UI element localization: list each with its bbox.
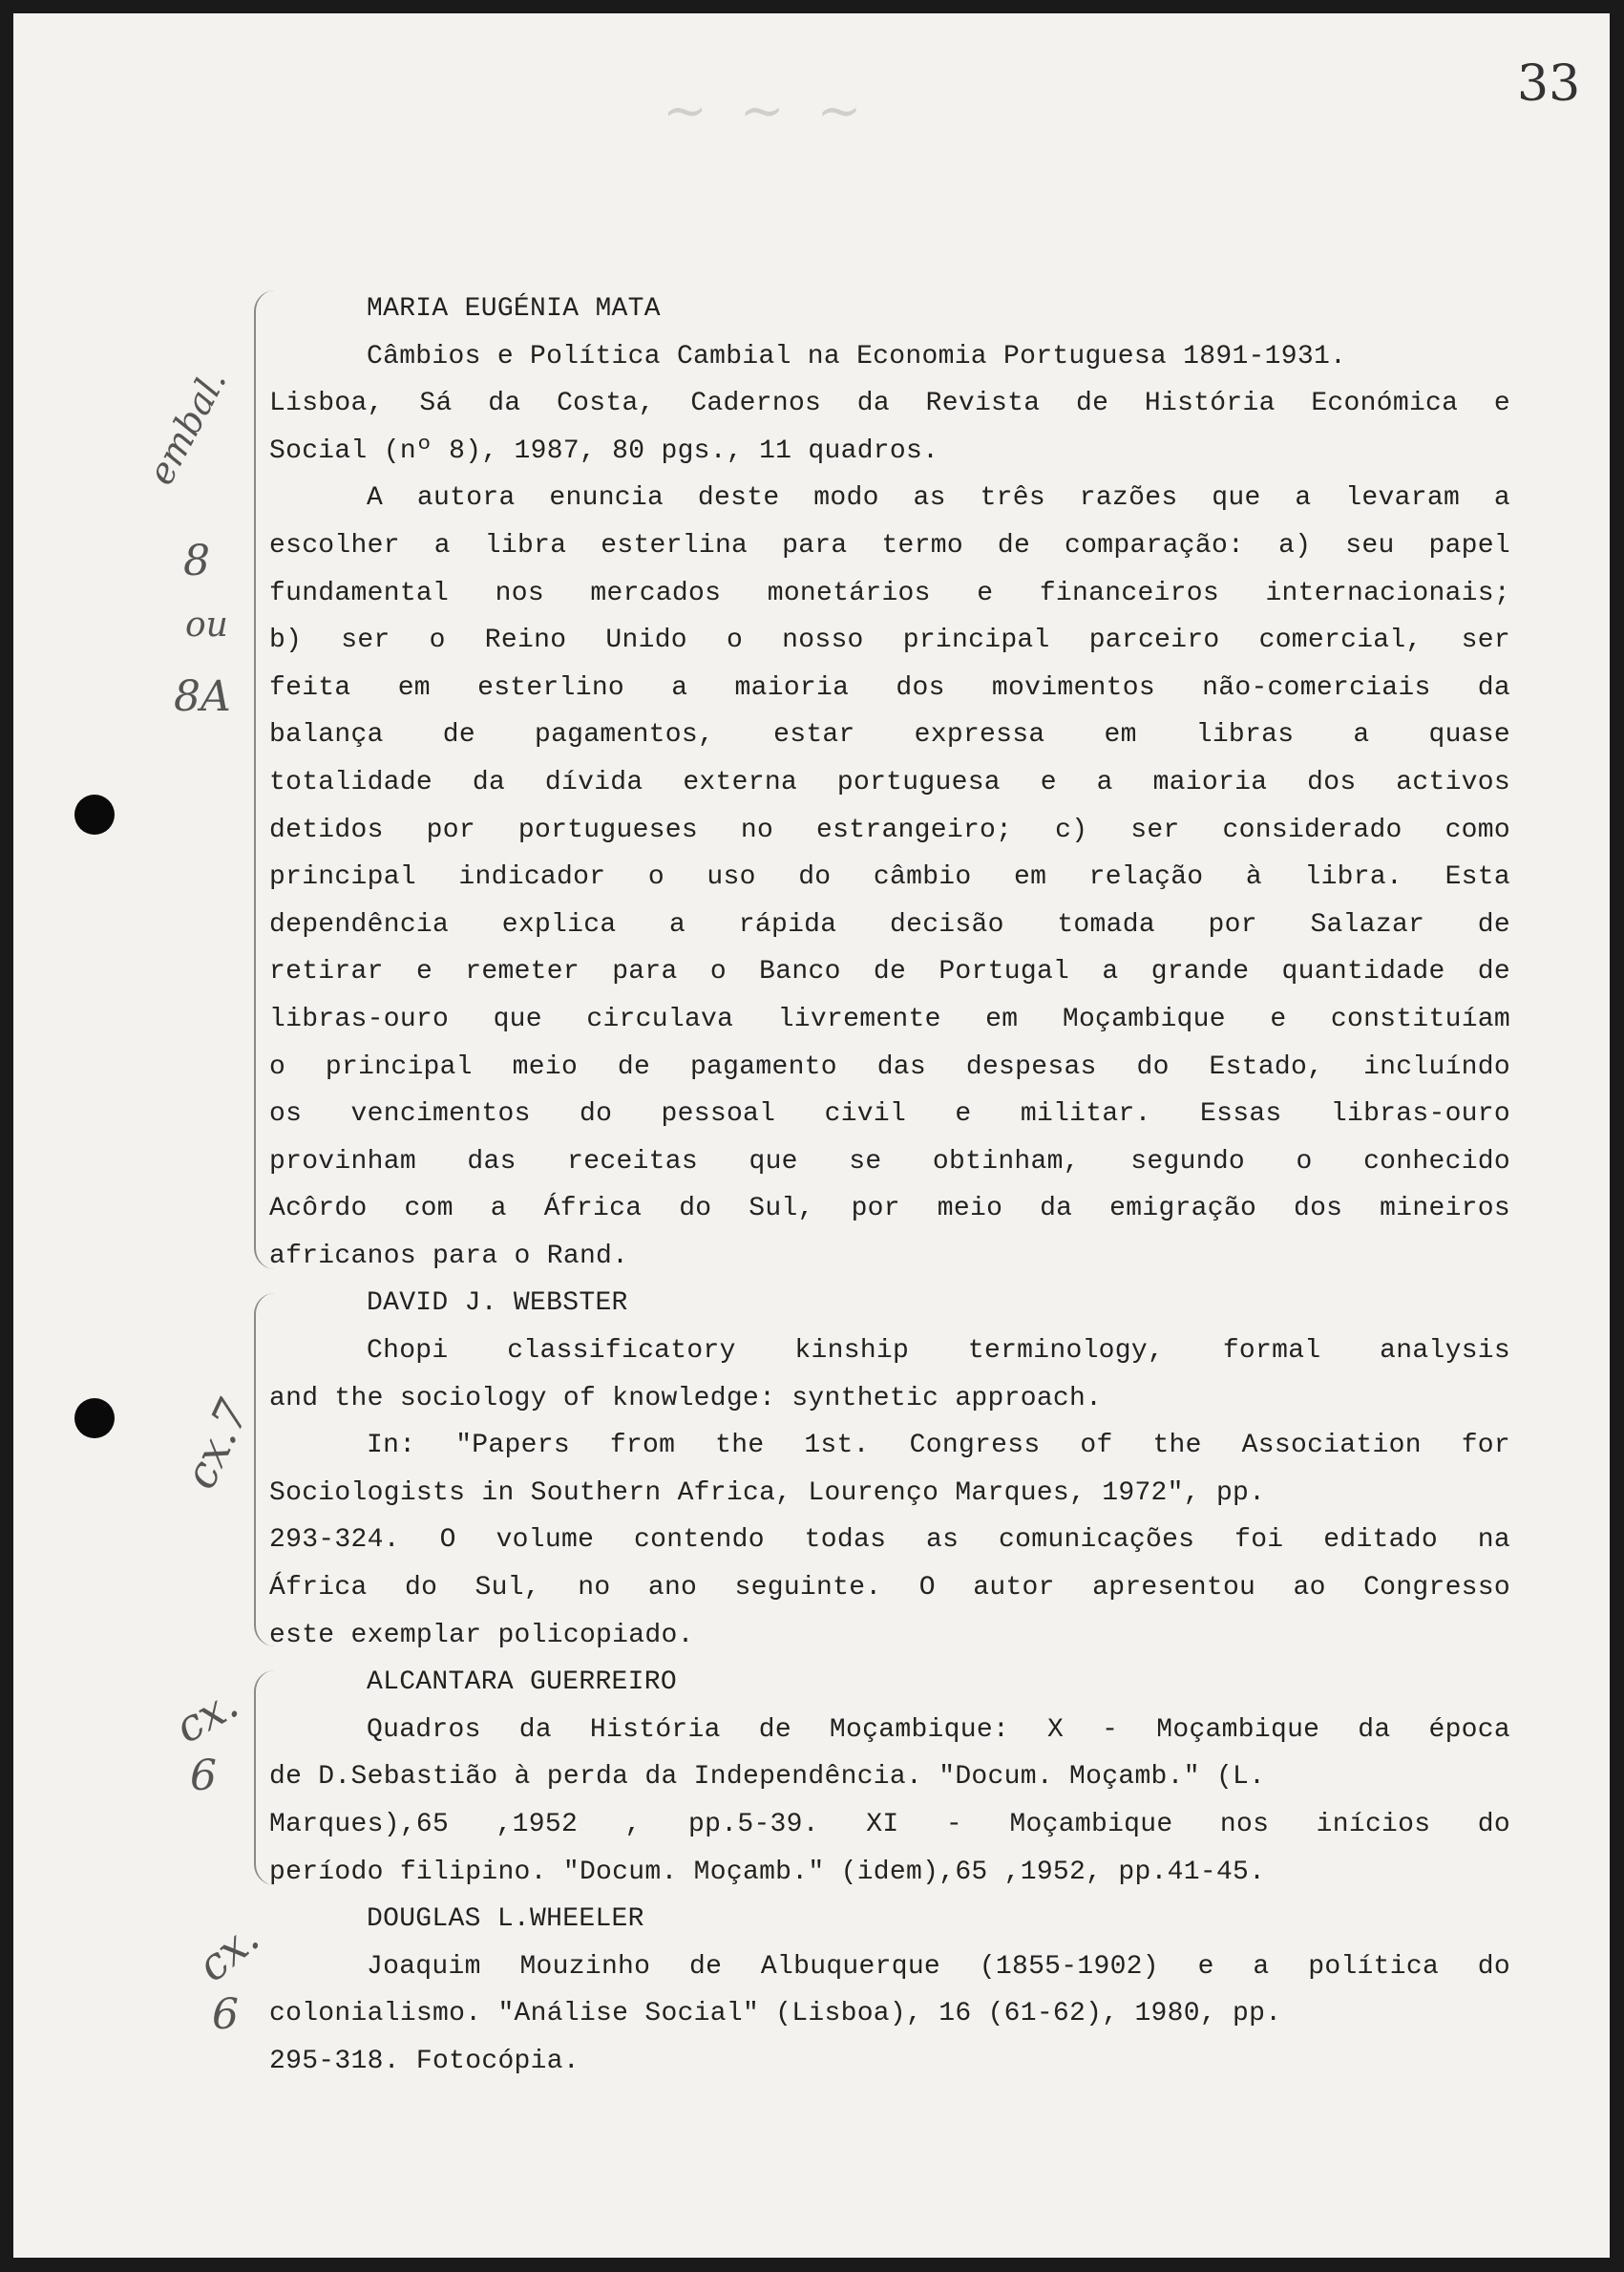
entry-author: DAVID J. WEBSTER	[367, 1288, 628, 1319]
text-line: A autora enuncia deste modo as três razões que a levaram a	[367, 483, 1510, 514]
text-line: Lisboa, Sá da Costa, Cadernos da Revista de História Económica e	[269, 389, 1510, 419]
text-line: and the sociology of knowledge: synthetic approach.	[269, 1383, 1103, 1413]
punch-hole-bottom	[74, 1398, 115, 1438]
text-line: período filipino. "Docum. Moçamb." (idem),65 ,1952, pp.41-45.	[269, 1857, 1266, 1887]
text-line: Quadros da História de Moçambique: X - Moçambique da época	[367, 1714, 1510, 1745]
margin-note-6-b: 6	[212, 1990, 239, 2039]
punch-hole-top	[74, 795, 115, 835]
text-line: Social (nº 8), 1987, 80 pgs., 11 quadros.	[269, 435, 939, 466]
document-page	[13, 13, 1610, 2258]
text-line: Marques),65 ,1952 , pp.5-39. XI - Moçambique nos inícios do	[269, 1810, 1510, 1839]
text-line: o principal meio de pagamento das despesas do Estado, incluíndo	[269, 1051, 1510, 1082]
text-line: Sociologists in Southern Africa, Lourenço Marques, 1972", pp.	[269, 1477, 1266, 1508]
text-line: os vencimentos do pessoal civil e militar. Essas libras-ouro	[269, 1099, 1510, 1130]
text-line: fundamental nos mercados monetários e financeiros internacionais;	[269, 578, 1510, 608]
entry-author: ALCANTARA GUERREIRO	[367, 1667, 677, 1698]
margin-note-8: 8	[183, 537, 210, 585]
text-line: África do Sul, no ano seguinte. O autor apresentou ao Congresso	[269, 1573, 1510, 1603]
margin-note-embal: embal.	[139, 362, 235, 492]
text-line: retirar e remeter para o Banco de Portugal a grande quantidade de	[269, 957, 1510, 987]
text-line: Câmbios e Política Cambial na Economia Portuguesa 1891-1931.	[367, 341, 1347, 372]
margin-note-8a: 8A	[174, 672, 231, 721]
entry-author: MARIA EUGÉNIA MATA	[367, 294, 661, 324]
text-line: este exemplar policopiado.	[269, 1620, 694, 1650]
text-line: Joaquim Mouzinho de Albuquerque (1855-1902) e a política do	[367, 1951, 1510, 1982]
text-line: provinham das receitas que se obtinham, segundo o conhecido	[269, 1146, 1510, 1177]
text-line: Chopi classificatory kinship terminology, formal analysis	[367, 1336, 1510, 1367]
entry-author: DOUGLAS L.WHEELER	[367, 1904, 644, 1935]
faded-stamp-mark: ~ ~ ~	[663, 80, 870, 142]
document-body	[269, 286, 1510, 2086]
text-line: In: "Papers from the 1st. Congress of the Association for	[367, 1431, 1510, 1461]
text-line: totalidade da dívida externa portuguesa e a maioria dos activos	[269, 767, 1510, 797]
margin-note-6-a: 6	[190, 1752, 217, 1800]
text-line: balança de pagamentos, estar expressa em libras a quase	[269, 720, 1510, 751]
text-line: africanos para o Rand.	[269, 1241, 629, 1271]
margin-note-cx7: cx.7	[174, 1391, 260, 1497]
text-line: libras-ouro que circulava livremente em Moçambique e constituíam	[269, 1004, 1510, 1034]
text-line: feita em esterlino a maioria dos movimentos não-comerciais da	[269, 672, 1510, 703]
text-line: Acôrdo com a África do Sul, por meio da emigração dos mineiros	[269, 1194, 1510, 1224]
margin-note-ou: ou	[185, 605, 228, 645]
margin-note-cx-b: cx.	[187, 1911, 269, 1992]
text-line: 293-324. O volume contendo todas as comunicações foi editado na	[269, 1525, 1510, 1556]
page-number: 33	[1517, 55, 1581, 113]
text-line: escolher a libra esterlina para termo de comparação: a) seu papel	[269, 530, 1510, 561]
text-line: de D.Sebastião à perda da Independência. "Docum. Moçamb." (L.	[269, 1762, 1266, 1793]
text-line: dependência explica a rápida decisão tomada por Salazar de	[269, 909, 1510, 940]
text-line: 295-318. Fotocópia.	[269, 2046, 580, 2076]
text-line: principal indicador o uso do câmbio em relação à libra. Esta	[269, 862, 1510, 893]
text-line: detidos por portugueses no estrangeiro; c) ser considerado como	[269, 815, 1510, 845]
text-line: colonialismo. "Análise Social" (Lisboa), 16 (61-62), 1980, pp.	[269, 1999, 1282, 2029]
margin-note-cx-a: cx.	[166, 1676, 247, 1753]
text-line: b) ser o Reino Unido o nosso principal parceiro comercial, ser	[269, 626, 1510, 656]
